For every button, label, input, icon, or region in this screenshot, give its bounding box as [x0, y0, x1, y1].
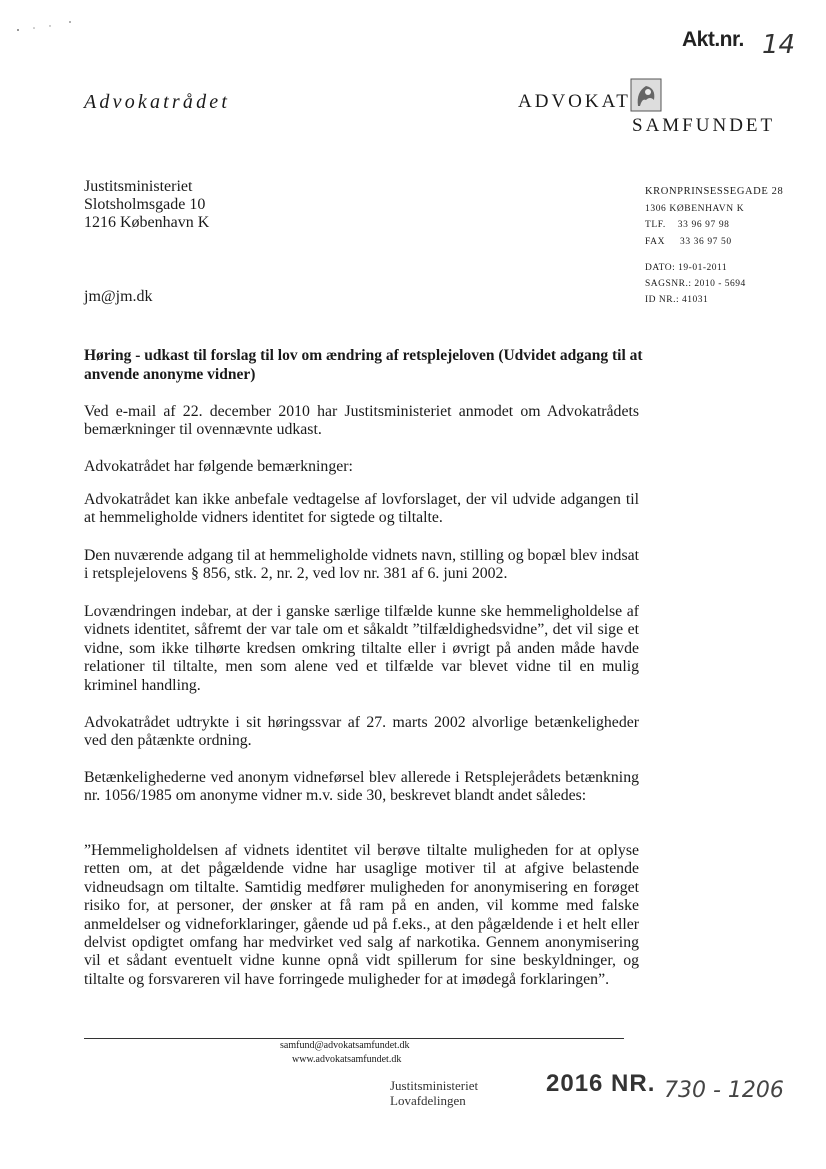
akt-nr-handwritten: 14 [762, 30, 796, 60]
body-paragraph: Lovændringen indebar, at der i ganske særlige tilfælde kunne ske hemmeligholdelse af vidnets identitet, såfremt der var tale om et såkaldt ”tilfældighedsvidne”, det vil sige et vidne, som ikke tilhørte kredsen omkring tiltalte eller i øvrigt på anden måde havde relationer til tiltalte, men som alene ved et tilfælde var blevet vidne til en mulig kriminel handling. [84, 603, 639, 694]
scan-specks [14, 20, 74, 34]
ministry-receipt-stamp [390, 1078, 478, 1108]
journal-number-handwritten: 730 - 1206 [664, 1078, 784, 1103]
advokatraadet-wordmark: Advokatrådet [84, 91, 231, 113]
id-number: ID NR.: 41031 [645, 295, 709, 305]
footer-website: www.advokatsamfundet.dk [292, 1054, 402, 1065]
footer-divider [84, 1038, 624, 1039]
recipient-line: 1216 København K [84, 214, 210, 231]
advokatsamfundet-logo-icon [630, 78, 662, 112]
body-paragraph: Den nuværende adgang til at hemmeligholde vidnets navn, stilling og bopæl blev indsat i retsplejelovens § 856, stk. 2, nr. 2, ved lov nr. 381 af 6. juni 2002. [84, 547, 639, 583]
recipient-line: Slotsholmsgade 10 [84, 196, 206, 213]
sender-address [645, 184, 783, 250]
recipient-email: jm@jm.dk [84, 288, 153, 305]
stamp-ministry: Justitsministeriet [390, 1078, 479, 1093]
recipient-line: Justitsministeriet [84, 178, 193, 195]
footer-email: samfund@advokatsamfundet.dk [280, 1040, 410, 1051]
sender-address-line: 1306 KØBENHAVN K [645, 203, 745, 214]
case-number: SAGSNR.: 2010 - 5694 [645, 279, 746, 289]
sender-address-line: KRONPRINSESSEGADE 28 [645, 186, 784, 197]
body-paragraph: Ved e-mail af 22. december 2010 har Justitsministeriet anmodet om Advokatrådets bemærkninger til ovennævnte udkast. [84, 403, 639, 439]
body-paragraph: Advokatrådet har følgende bemærkninger: [84, 458, 353, 475]
akt-nr-stamp: Akt.nr. [682, 28, 744, 51]
letter-meta [645, 260, 746, 308]
stamp-department: Lovafdelingen [390, 1093, 466, 1108]
advokat-wordmark: ADVOKAT [518, 91, 631, 112]
letter-subject: Høring - udkast til forslag til lov om ændring af retsplejeloven (Udvidet adgang til at anvende anonyme vidner) [84, 347, 643, 383]
samfundet-wordmark: SAMFUNDET [632, 115, 776, 136]
recipient-address [84, 178, 209, 232]
sender-phone: TLF. 33 96 97 98 [645, 220, 730, 231]
letter-date: DATO: 19-01-2011 [645, 263, 728, 273]
body-paragraph: Advokatrådet kan ikke anbefale vedtagelse af lovforslaget, der vil udvide adgangen til at hemmeligholde vidners identitet for sigtede og tiltalte. [84, 491, 639, 527]
body-paragraph: Betænkelighederne ved anonym vidneførsel blev allerede i Retsplejerådets betænkning nr. 1056/1985 om anonyme vidner m.v. side 30, beskrevet blandt andet således: [84, 769, 639, 805]
quoted-paragraph: ”Hemmeligholdelsen af vidnets identitet vil berøve tiltalte muligheden for at oplyse retten om, at det pågældende vidne har usaglige motiver til at afgive belastende vidneudsagn om tiltalte. Samtidig medfører muligheden for anonymisering en forøget risiko for, at personer, der ønsker at få ram på en anden, vil komme med falske anmeldelser og vidneforklaringer, gående ud på f.eks., at den pågældende i et helt eller delvist opdigtet omfang har medvirket ved salg af narkotika. Gennem anonymisering vil et sådant eventuelt vidne kunne opnå vidt spillerum for sine beskyldninger, og tiltalte og forsvareren vil have forringede muligheder for at imødegå forklaringen”. [84, 842, 639, 988]
body-paragraph: Advokatrådet udtrykte i sit høringssvar af 27. marts 2002 alvorlige betænkeligheder ved den påtænkte ordning. [84, 714, 639, 750]
journal-number-stamp: 2016 NR. [546, 1070, 656, 1097]
sender-fax: FAX 33 36 97 50 [645, 236, 732, 247]
